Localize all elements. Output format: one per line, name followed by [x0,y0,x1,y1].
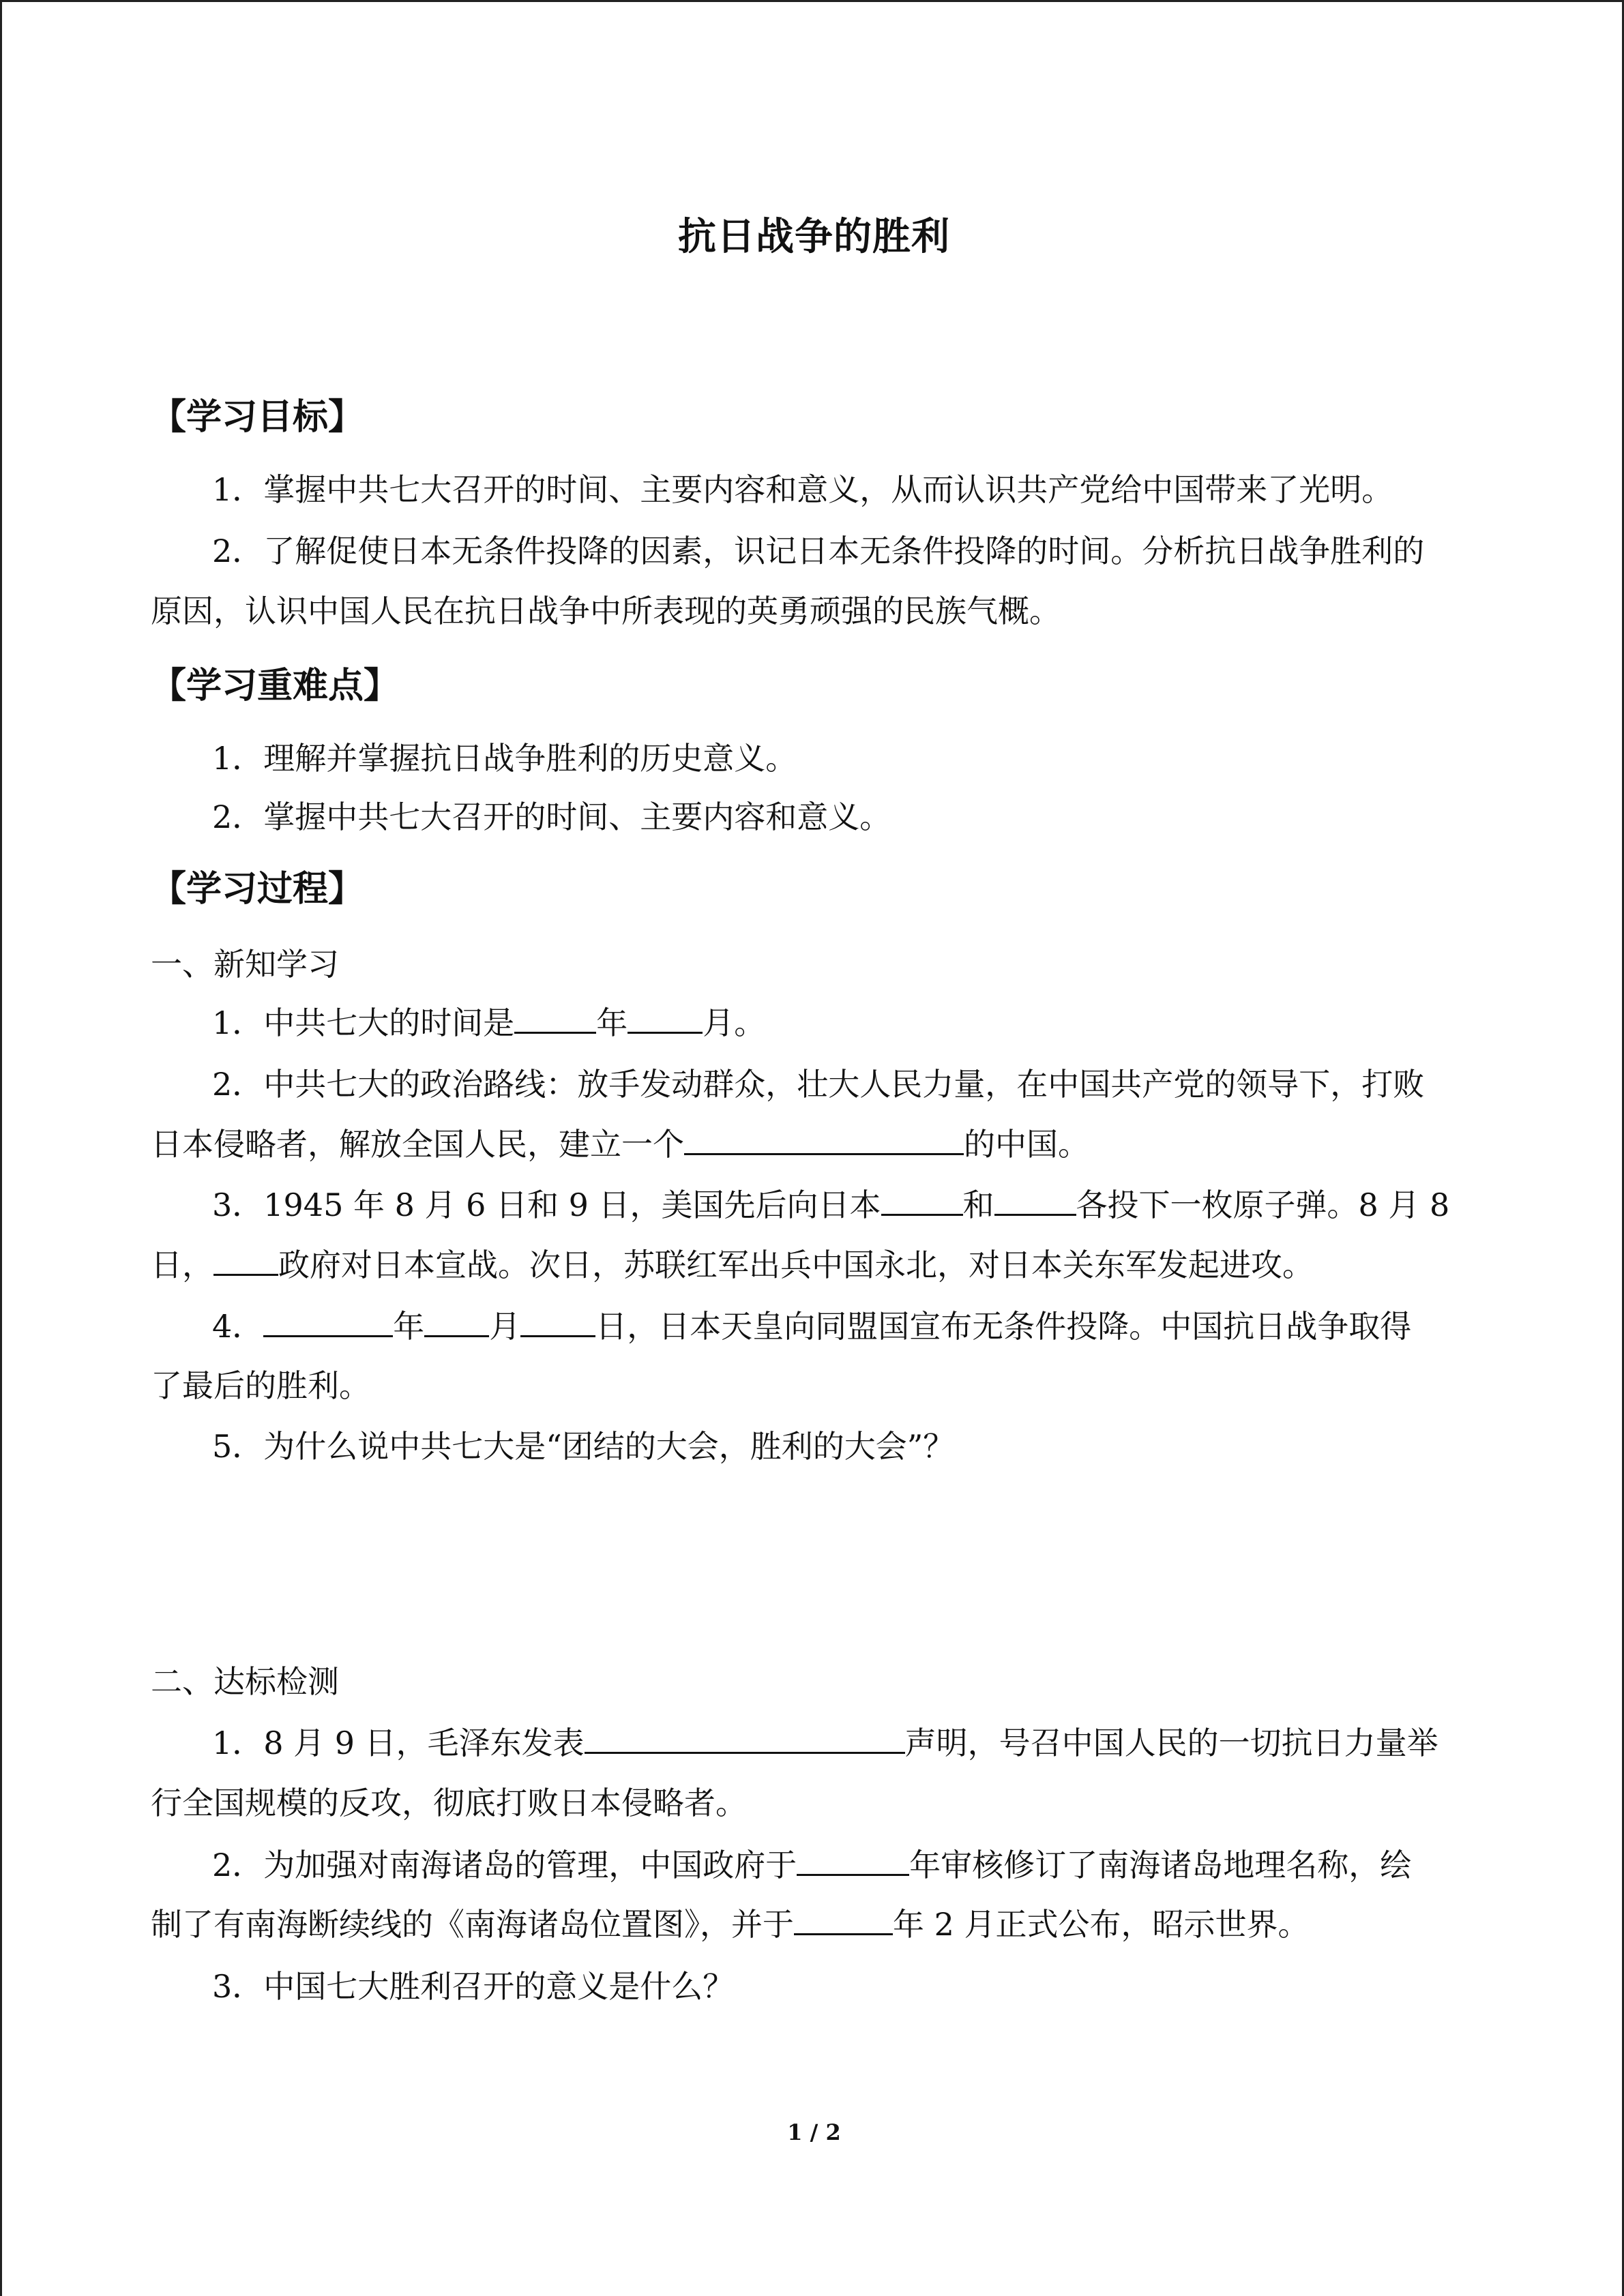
objective-item-1: 1．掌握中共七大召开的时间、主要内容和意义，从而认识共产党给中国带来了光明。 [212,471,1393,508]
question-text: 和 [962,1187,994,1223]
new-knowledge-question-3-line-2 [151,1247,1314,1284]
objectives-heading: 【学习目标】 [151,397,364,438]
new-knowledge-question-2-line-2 [151,1126,1089,1163]
new-knowledge-question-1 [212,1004,765,1042]
key-point-item-2: 2．掌握中共七大召开的时间、主要内容和意义。 [212,799,891,835]
question-text: 2．为加强对南海诸岛的管理，中国政府于 [212,1847,797,1883]
question-text: 年 [393,1308,425,1345]
objective-item-2-line-1: 2．了解促使日本无条件投降的因素，识记日本无条件投降的时间。分析抗日战争胜利的 [212,533,1425,569]
question-text: 月。 [703,1004,766,1041]
new-knowledge-subheading: 一、新知学习 [151,946,339,983]
assessment-question-1-line-1 [212,1725,1438,1762]
fill-blank[interactable] [684,1126,964,1155]
fill-blank[interactable] [881,1187,963,1216]
page-number: 1 / 2 [787,2119,841,2145]
objective-item-2-line-2: 原因，认识中国人民在抗日战争中所表现的英勇顽强的民族气概。 [151,593,1061,629]
question-text: 日本侵略者，解放全国人民，建立一个 [151,1126,684,1163]
question-text: 月 [489,1308,521,1345]
question-text: 4． [212,1308,264,1345]
question-text: 年 2 月正式公布，昭示世界。 [893,1906,1310,1943]
question-text: 日，日本天皇向同盟国宣布无条件投降。中国抗日战争取得 [595,1308,1412,1345]
fill-blank[interactable] [514,1004,596,1034]
assessment-question-2-line-1 [212,1847,1411,1884]
fill-blank[interactable] [213,1247,278,1276]
question-text: 政府对日本宣战。次日，苏联红军出兵中国永北，对日本关东军发起进攻。 [278,1247,1314,1283]
question-text: 年 [596,1004,628,1041]
page-title: 抗日战争的胜利 [678,215,950,259]
new-knowledge-question-2-line-1: 2．中共七大的政治路线：放手发动群众，壮大人民力量，在中国共产党的领导下，打败 [212,1066,1425,1103]
assessment-subheading: 二、达标检测 [151,1663,339,1700]
key-points-heading: 【学习重难点】 [151,666,400,706]
question-text: 年审核修订了南海诸岛地理名称，绘 [909,1847,1412,1883]
fill-blank[interactable] [794,1906,893,1935]
fill-blank[interactable] [424,1308,489,1337]
assessment-question-1-line-2: 行全国规模的反攻，彻底打败日本侵略者。 [151,1785,747,1821]
fill-blank[interactable] [263,1308,393,1337]
fill-blank[interactable] [585,1725,905,1754]
new-knowledge-question-5: 5．为什么说中共七大是“团结的大会，胜利的大会”？ [212,1428,955,1465]
assessment-question-2-line-2 [151,1906,1310,1943]
question-text: 1．8 月 9 日，毛泽东发表 [212,1725,585,1761]
key-point-item-1: 1．理解并掌握抗日战争胜利的历史意义。 [212,740,797,777]
assessment-question-3: 3．中国七大胜利召开的意义是什么？ [212,1968,735,2005]
question-text: 日， [151,1247,213,1283]
question-text: 各投下一枚原子弹。8 月 8 [1076,1187,1450,1223]
fill-blank[interactable] [628,1004,703,1034]
question-text: 1．中共七大的时间是 [212,1004,515,1041]
question-text: 的中国。 [964,1126,1089,1163]
question-text: 3．1945 年 8 月 6 日和 9 日，美国先后向日本 [212,1187,881,1223]
new-knowledge-question-3-line-1 [212,1187,1449,1224]
question-text: 制了有南海断续线的《南海诸岛位置图》，并于 [151,1906,794,1943]
fill-blank[interactable] [994,1187,1076,1216]
new-knowledge-question-4-line-2: 了最后的胜利。 [151,1367,370,1404]
process-heading: 【学习过程】 [151,869,364,910]
new-knowledge-question-4-line-1 [212,1308,1411,1345]
fill-blank[interactable] [797,1847,909,1876]
fill-blank[interactable] [520,1308,595,1337]
question-text: 声明，号召中国人民的一切抗日力量举 [904,1725,1438,1761]
